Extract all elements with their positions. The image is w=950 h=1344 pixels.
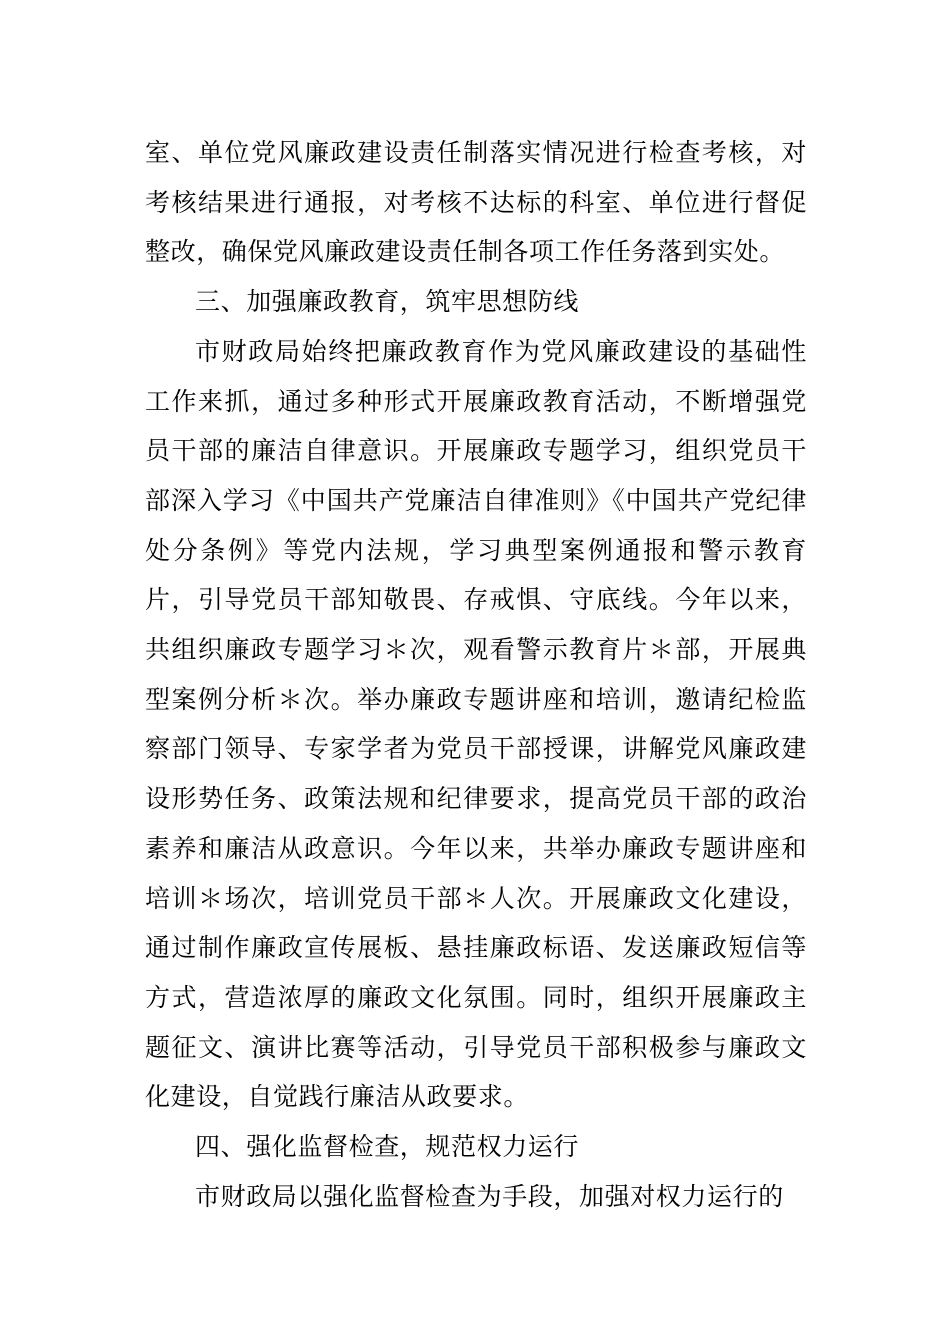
body-paragraph: 市财政局以强化监督检查为手段，加强对权力运行的 (195, 1181, 784, 1211)
section-heading-4: 四、强化监督检查，规范权力运行 (195, 1132, 580, 1162)
section-heading-3: 三、加强廉政教育，筑牢思想防线 (195, 287, 580, 317)
body-paragraph: 室、单位党风廉政建设责任制落实情况进行检查考核，对考核结果进行通报，对考核不达标的科室、单位进行督促整改，确保党风廉政建设责任制各项工作任务落到实处。 (145, 138, 807, 267)
body-paragraph: 市财政局始终把廉政教育作为党风廉政建设的基础性工作来抓，通过多种形式开展廉政教育活动，不断增强党员干部的廉洁自律意识。开展廉政专题学习，组织党员干部深入学习《中国共产党廉洁自律准则》《中国共产党纪律处分条例》等党内法规，学习典型案例通报和警示教育片，引导党员干部知敬畏、存戒惧、守底线。今年以来，共组织廉政专题学习＊次，观看警示教育片＊部，开展典型案例分析＊次。举办廉政专题讲座和培训，邀请纪检监察部门领导、专家学者为党员干部授课，讲解党风廉政建设形势任务、政策法规和纪律要求，提高党员干部的政治素养和廉洁从政意识。今年以来，共举办廉政专题讲座和培训＊场次，培训党员干部＊人次。开展廉政文化建设，通过制作廉政宣传展板、悬挂廉政标语、发送廉政短信等方式，营造浓厚的廉政文化氛围。同时，组织开展廉政主题征文、演讲比赛等活动，引导党员干部积极参与廉政文化建设，自觉践行廉洁从政要求。 (145, 336, 807, 1112)
document-body (145, 128, 807, 1221)
